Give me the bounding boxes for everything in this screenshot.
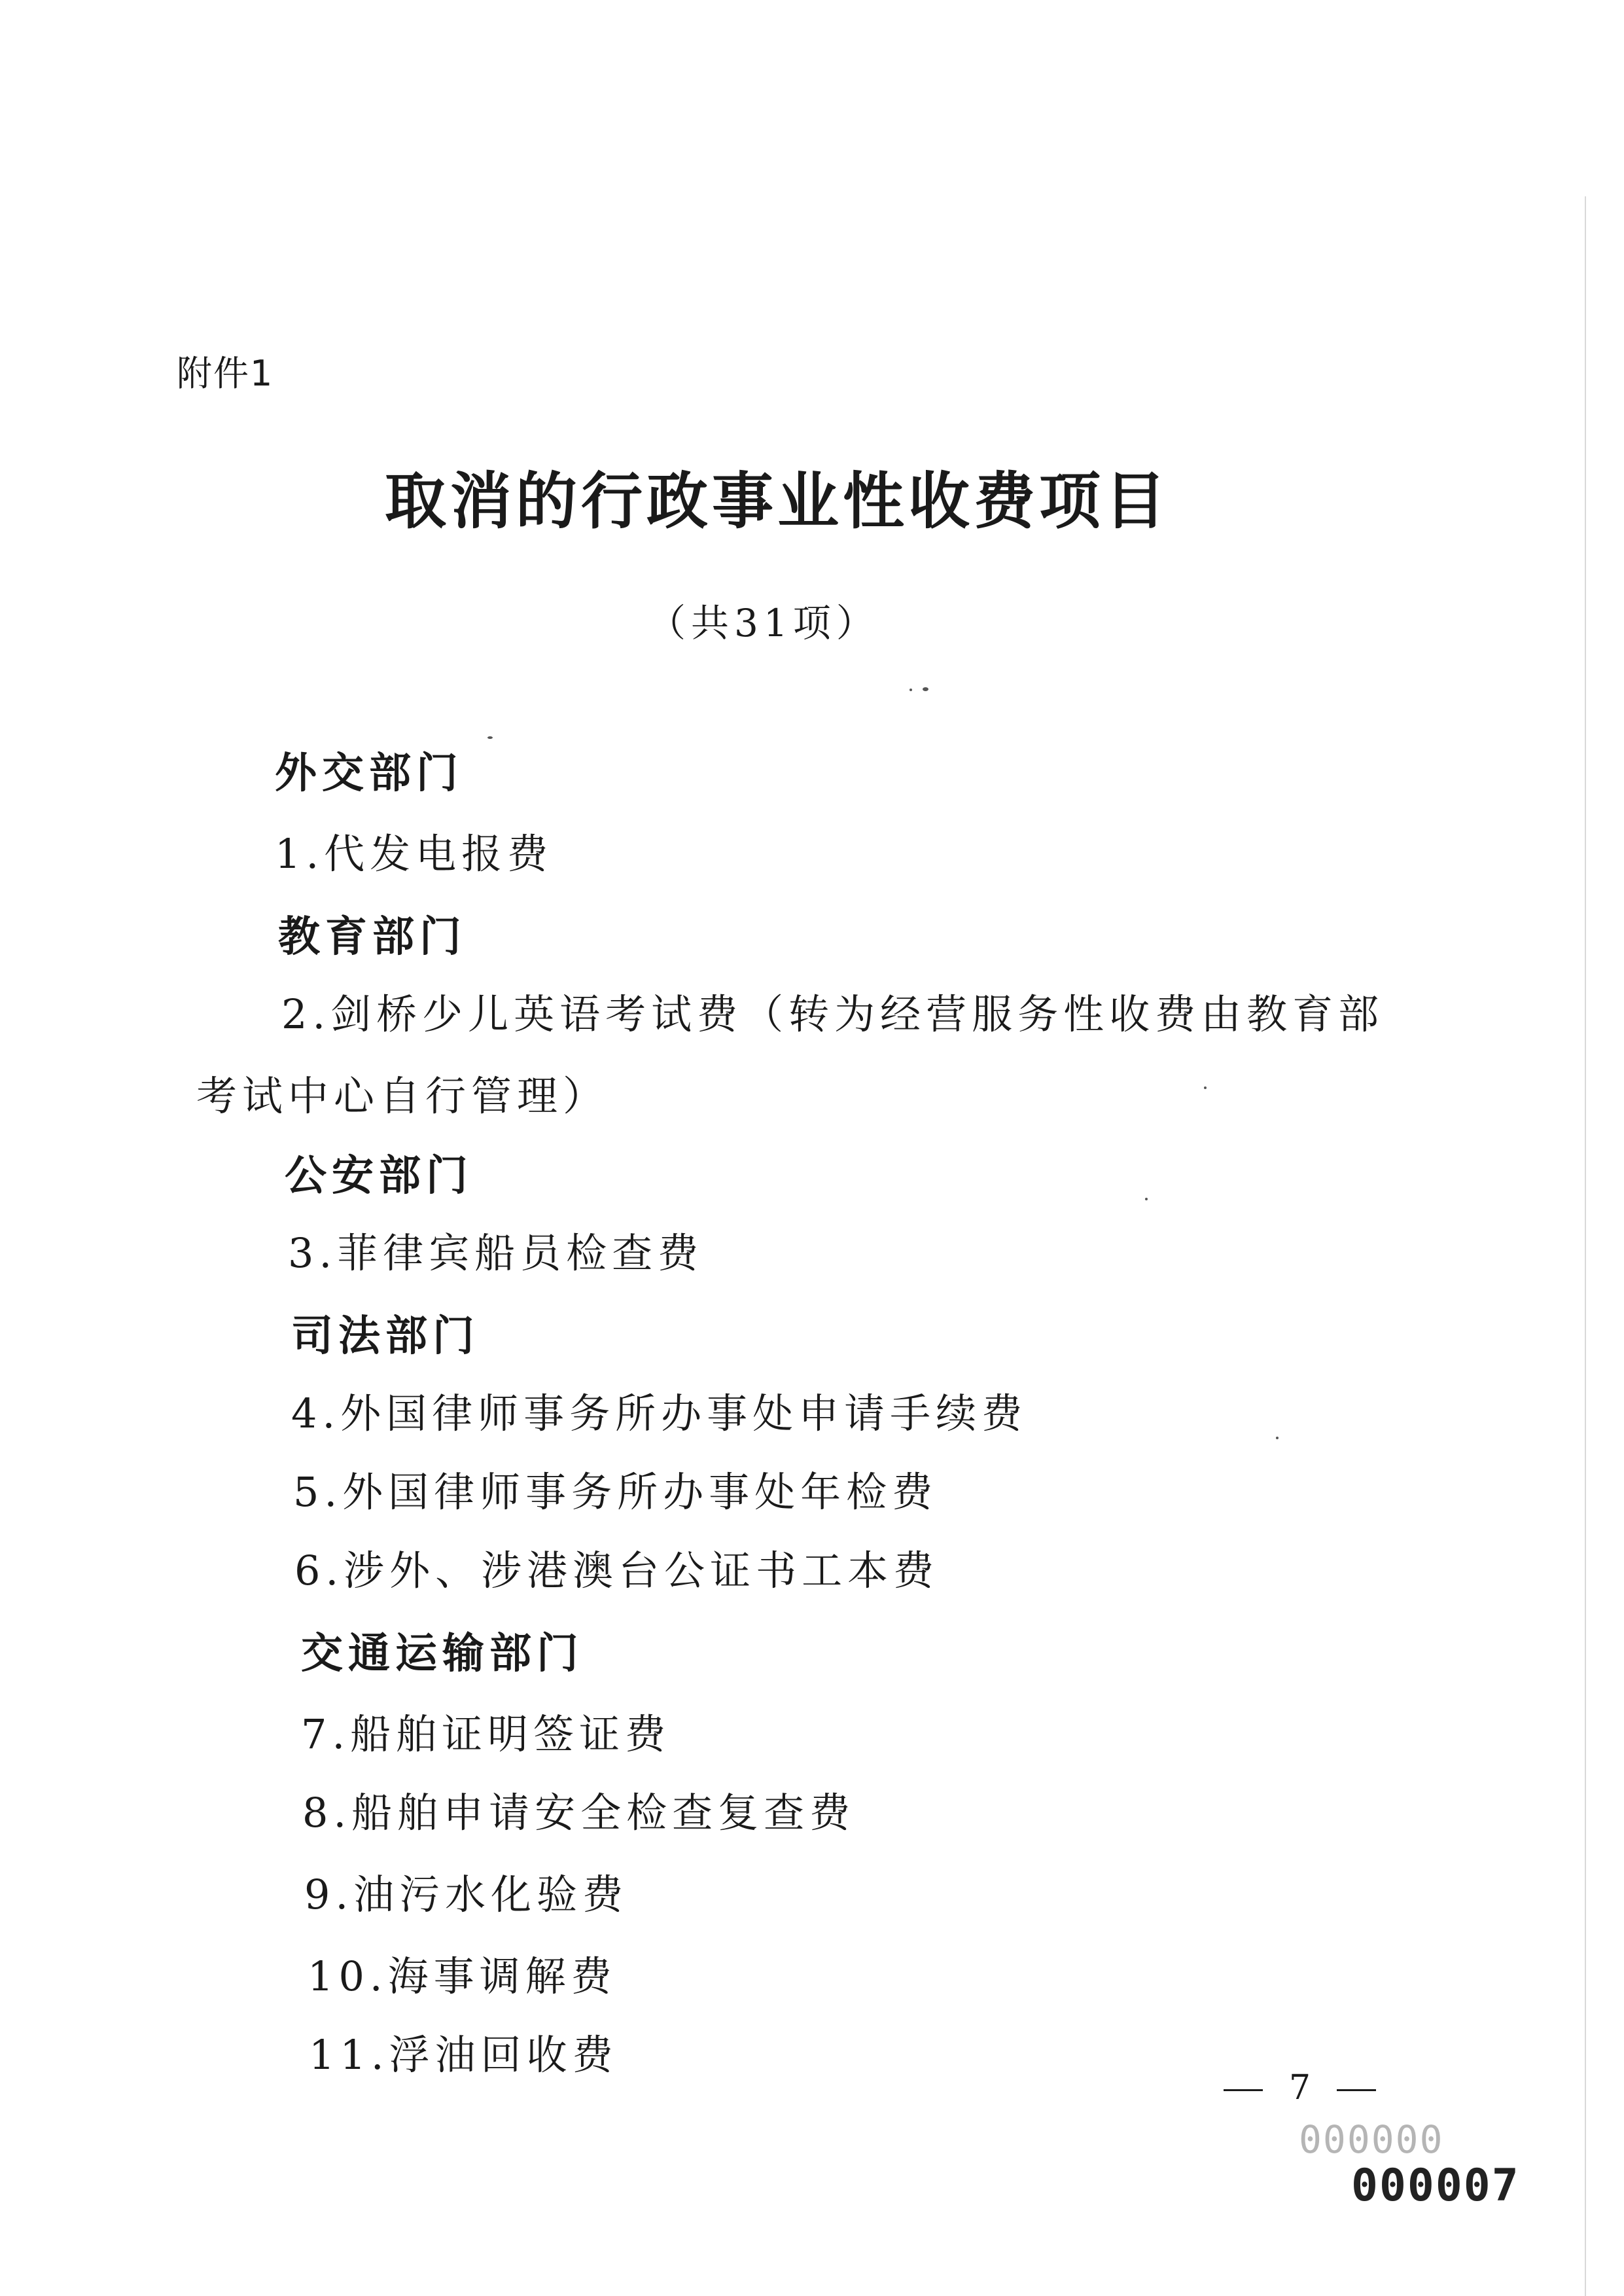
page-number-dash-right [1337, 2089, 1376, 2091]
scan-speck [1204, 1086, 1207, 1089]
scan-speck [487, 736, 493, 739]
list-item: 3.菲律宾船员检查费 [288, 1229, 704, 1277]
list-item: 1.代发电报费 [275, 830, 554, 878]
scan-speck [1276, 1437, 1279, 1439]
list-item: 7.船舶证明签证费 [301, 1710, 671, 1758]
section-heading-public-security: 公安部门 [285, 1152, 473, 1200]
list-item: 11.浮油回收费 [309, 2031, 618, 2079]
item-count-note: （共31项） [648, 601, 879, 645]
list-item: 5.外国律师事务所办事处年检费 [293, 1468, 938, 1516]
section-heading-foreign-affairs: 外交部门 [275, 749, 463, 798]
list-item-continuation: 考试中心自行管理） [196, 1072, 609, 1120]
section-heading-justice: 司法部门 [291, 1312, 480, 1361]
scan-speck [1145, 1198, 1148, 1200]
list-item: 6.涉外、涉港澳台公证书工本费 [294, 1547, 940, 1594]
page-number-dash-left [1224, 2089, 1263, 2091]
faint-serial-stamp: 000000 [1299, 2117, 1444, 2162]
scan-speck [909, 689, 912, 691]
serial-number-stamp: 000007 [1351, 2160, 1520, 2212]
scan-speck [923, 687, 928, 691]
attachment-label: 附件1 [177, 353, 274, 394]
list-item: 8.船舶申请安全检查复查费 [302, 1789, 856, 1837]
section-heading-education: 教育部门 [278, 913, 467, 961]
document-title: 取消的行政事业性收费项目 [385, 466, 1171, 537]
page-number-value: 7 [1289, 2068, 1311, 2108]
list-item: 10.海事调解费 [308, 1952, 617, 2000]
section-heading-transport: 交通运输部门 [301, 1630, 584, 1678]
page-number [1197, 2068, 1402, 2108]
list-item: 9.油污水化验费 [304, 1871, 629, 1918]
list-item: 2.剑桥少儿英语考试费（转为经营服务性收费由教育部 [281, 990, 1385, 1038]
page-edge-shadow [1585, 196, 1586, 2296]
list-item: 4.外国律师事务所办事处申请手续费 [291, 1390, 1028, 1437]
